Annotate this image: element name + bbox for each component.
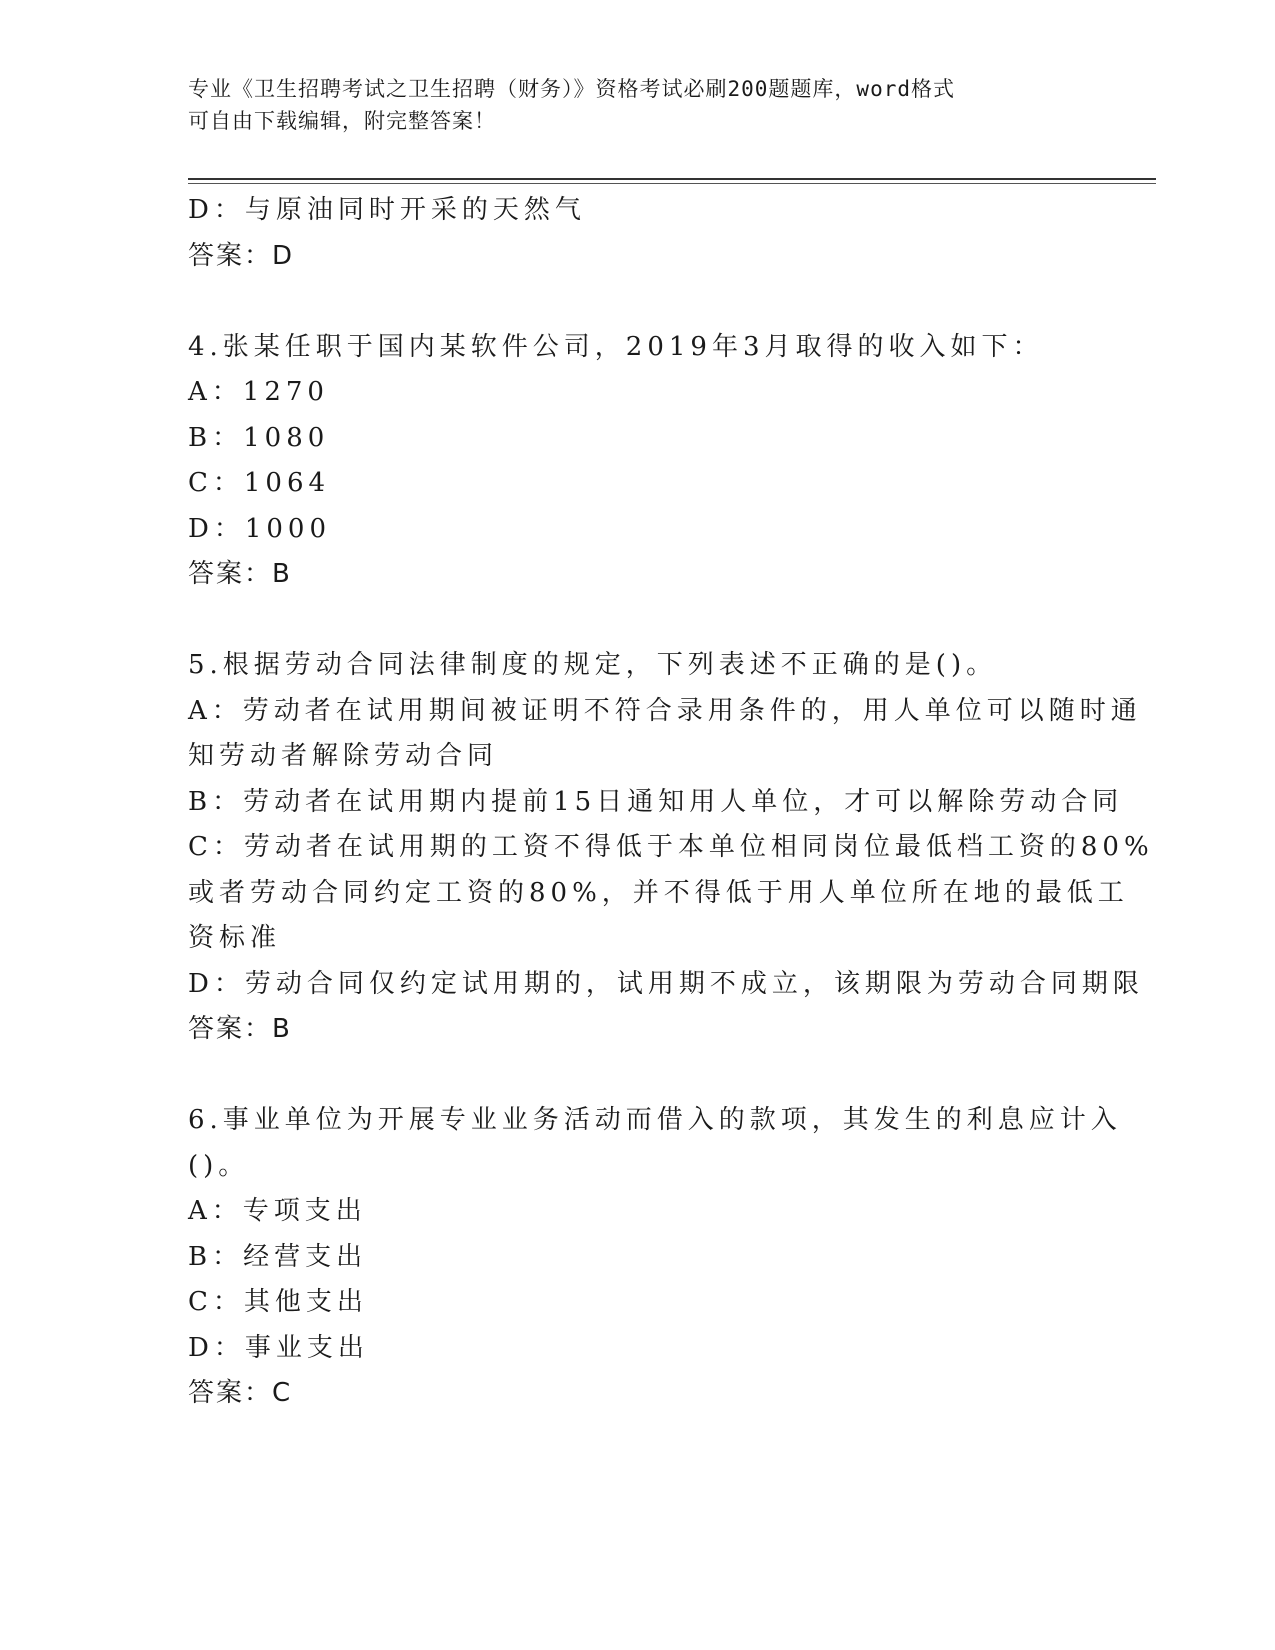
document-header (188, 73, 1068, 137)
option-a-line-2: 知劳动者解除劳动合同 (188, 741, 499, 771)
option-c-line-3: 资标准 (188, 923, 282, 953)
option-c-line-1: C：劳动者在试用期的工资不得低于本单位相同岗位最低档工资的80% (188, 832, 1154, 862)
option-c: C：其他支出 (188, 1287, 368, 1317)
option-b: B：1080 (188, 422, 330, 453)
spacer (188, 598, 1088, 644)
option-c: C：1064 (188, 468, 331, 498)
option-a: A：1270 (188, 377, 329, 407)
question-stem: 5.根据劳动合同法律制度的规定，下列表述不正确的是()。 (188, 650, 998, 680)
option-b: B：经营支出 (188, 1241, 368, 1272)
question-6 (188, 1098, 1122, 1417)
option-a-line-1: A：劳动者在试用期间被证明不符合录用条件的，用人单位可以随时通 (188, 695, 1142, 726)
answer-line: 答案：C (188, 1378, 293, 1408)
answer-line: 答案：D (188, 240, 295, 271)
option-d: D：事业支出 (188, 1332, 369, 1363)
option-d: D：1000 (188, 513, 332, 544)
option-c-line-2: 或者劳动合同约定工资的80%，并不得低于用人单位所在地的最低工 (188, 877, 1129, 908)
header-divider-thick (188, 178, 1156, 180)
header-line-2: 可自由下载编辑，附完整答案！ (188, 109, 496, 133)
question-5 (188, 643, 1154, 1053)
option-a: A：专项支出 (188, 1196, 367, 1226)
header-divider-thin (188, 183, 1156, 184)
previous-question-tail (188, 188, 1088, 279)
question-stem-line-2: ()。 (188, 1150, 250, 1181)
option-d: D：与原油同时开采的天然气 (188, 195, 586, 225)
document-body (188, 188, 1154, 1417)
header-line-1: 专业《卫生招聘考试之卫生招聘（财务）》资格考试必刷200题题库，word格式 (188, 77, 955, 101)
option-d: D：劳动合同仅约定试用期的，试用期不成立，该期限为劳动合同期限 (188, 968, 1144, 999)
answer-line: 答案：B (188, 1014, 292, 1044)
question-stem: 4.张某任职于国内某软件公司，2019年3月取得的收入如下： (188, 331, 1044, 362)
option-b: B：劳动者在试用期内提前15日通知用人单位，才可以解除劳动合同 (188, 786, 1124, 817)
question-4 (188, 325, 1088, 598)
question-stem-line-1: 6.事业单位为开展专业业务活动而借入的款项，其发生的利息应计入 (188, 1105, 1122, 1135)
spacer (188, 279, 1088, 325)
answer-line: 答案：B (188, 559, 292, 589)
spacer (188, 1053, 1088, 1099)
